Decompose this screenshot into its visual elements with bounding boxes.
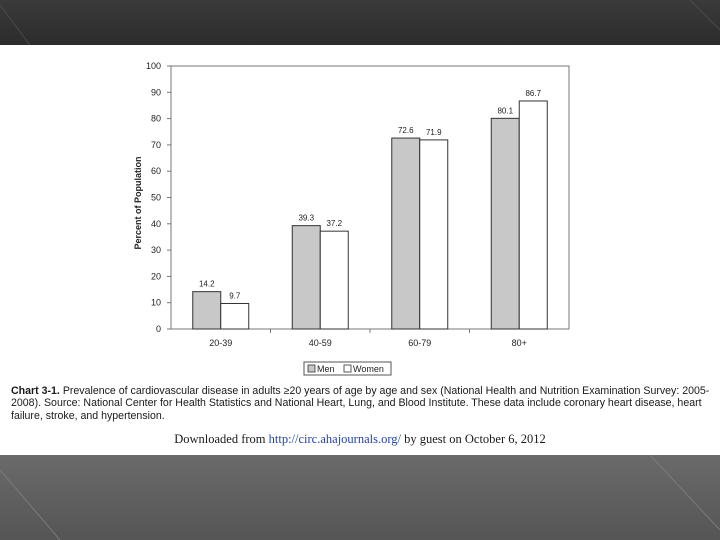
y-tick-label: 70: [150, 139, 161, 150]
bar-women: [420, 140, 448, 329]
legend-label-women: Women: [353, 364, 384, 374]
caption-label: Chart 3-1.: [11, 385, 60, 397]
slide-content: [0, 45, 720, 455]
bar-men: [491, 118, 519, 329]
caption-text: Prevalence of cardiovascular disease in adults ≥20 years of age by age and sex (National Health and Nutrition Examination Survey: 2005-2008). Source: National Center for Health Statistics and National Heart, Lung, and Blood Institute. These data include coronary heart disease, heart failure, stroke, and hypertension.: [11, 385, 710, 422]
journal-link[interactable]: http://circ.ahajournals.org/: [268, 432, 401, 446]
data-label: 72.6: [397, 126, 414, 136]
bar-men: [292, 226, 320, 329]
x-tick-label: 60-79: [408, 338, 432, 348]
y-axis-title: Percent of Population: [133, 156, 143, 250]
chart-caption: [11, 385, 711, 422]
data-label: 71.9: [425, 127, 442, 137]
slide-header-band: [0, 0, 720, 45]
download-note: [0, 432, 720, 447]
y-tick-label: 20: [150, 271, 161, 282]
y-tick-label: 80: [150, 113, 161, 124]
y-tick-label: 0: [155, 324, 161, 334]
legend-swatch-women: [344, 365, 351, 372]
bar-men: [392, 138, 420, 329]
slide-footer-band: [0, 455, 720, 540]
bar-chart: [0, 45, 720, 385]
y-tick-label: 30: [150, 245, 161, 256]
y-tick-label: 90: [150, 87, 161, 98]
data-label: 80.1: [497, 106, 514, 116]
x-tick-label: 80+: [511, 338, 527, 348]
y-tick-label: 50: [150, 192, 161, 203]
bar-women: [221, 303, 249, 329]
y-tick-label: 60: [150, 166, 161, 177]
y-tick-label: 40: [150, 218, 161, 229]
x-tick-label: 20-39: [209, 338, 233, 348]
y-tick-label: 10: [150, 297, 161, 308]
data-label: 37.2: [326, 219, 343, 229]
legend-swatch-men: [308, 365, 315, 372]
data-label: 86.7: [525, 88, 542, 98]
data-label: 39.3: [298, 213, 315, 223]
bar-men: [193, 292, 221, 329]
bar-women: [519, 101, 547, 329]
data-label: 9.7: [229, 291, 241, 301]
bar-women: [320, 231, 348, 329]
y-tick-label: 100: [145, 61, 161, 71]
legend-label-men: Men: [317, 364, 335, 374]
download-prefix: Downloaded from: [174, 432, 269, 446]
download-suffix: by guest on October 6, 2012: [401, 432, 546, 446]
data-label: 14.2: [198, 279, 215, 289]
x-tick-label: 40-59: [308, 338, 332, 348]
